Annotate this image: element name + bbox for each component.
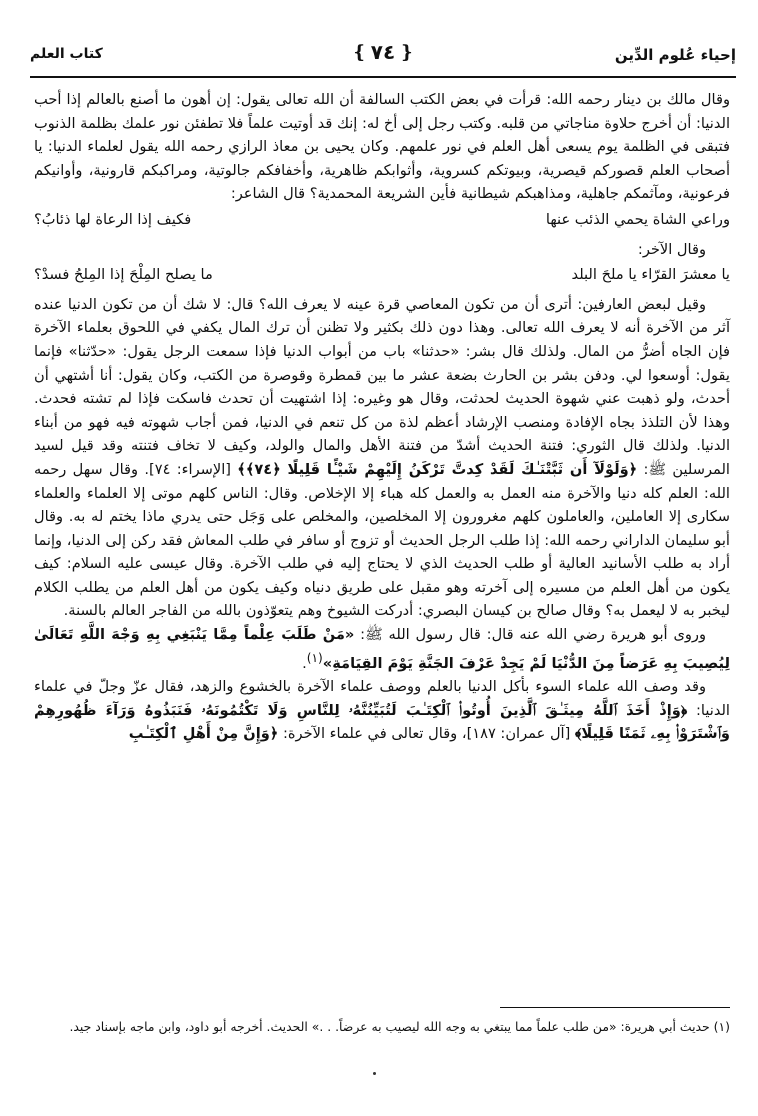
left-ornament-icon: ❵ xyxy=(351,41,367,63)
footnote-text: حديث أبي هريرة: «من طلب علماً مما يبتغي به وجه الله ليصيب به عرضاً. . .» الحديث. أخرجه أبو داود، وابن ماجه بإسناد جيد. xyxy=(69,1019,710,1034)
verse-2-second-hemistich: ما يصلح المِلْحَ إذا المِلحُ فسدْ؟ xyxy=(34,266,213,284)
right-ornament-icon: ❴ xyxy=(399,41,415,63)
paragraph-3 xyxy=(34,293,730,623)
paragraph-5-continued: وقال تعالى في علماء الآخرة: xyxy=(282,725,458,743)
book-title: إحياء عُلوم الدِّين xyxy=(614,46,736,64)
verse-1-second-hemistich: فكيف إذا الرعاة لها ذئابُ؟ xyxy=(34,210,192,228)
quran-verse-al-imran: ﴿وَإِذْ أَخَذَ ٱللَّهُ مِيثَـٰقَ ٱلَّذِينَ أُوتُوا۟ ٱلْكِتَـٰبَ لَتُبَيِّنُنَّهُۥ لِلنَّاسِ وَلَا تَكْتُمُونَهُۥ فَنَبَذُوهُ وَرَآءَ ظُهُورِهِمْ وَٱشْتَرَوْا۟ بِهِۦ ثَمَنًا قَلِيلًا﴾ xyxy=(34,701,730,743)
page-number: ٧٤ xyxy=(370,40,396,64)
running-header xyxy=(30,40,736,76)
paragraph-4-text: وروى أبو هريرة رضي الله عنه قال: قال رسول الله ﷺ: xyxy=(360,626,707,644)
quran-verse-isra: ﴿وَلَوْلَآ أَن ثَبَّتْنَـٰكَ لَقَدْ كِدتَّ تَرْكَنُ إِلَيْهِمْ شَيْـًٔا قَلِيلًا ﴿٧٤﴾﴾ xyxy=(237,460,638,478)
quran-ref-al-imran: [آل عمران: ١٨٧]، xyxy=(461,725,571,743)
header-rule xyxy=(30,76,736,78)
paragraph-3-text: وقيل لبعض العارفين: أترى أن من تكون المعاصي قرة عينه لا يعرف الله؟ قال: لا شك أن من تكون الدنيا عنده آثر من الآخرة أنه لا يعرف الله تعالى. وهذا دون ذلك بكثير ولا تظنن أن ترك المال يكفي في اللحوق بعلماء الآخرة فإن الجاه أضرُّ من المال. ولذلك قال بشر: «حدثنا» باب من أبواب الدنيا فإذا سمعت الرجل يقول: «حدّثنا» فإنما يقول: أوسعوا لي. ودفن بشر بن الحارث بضعة عشر ما بين قمطرة وقوصرة من الكتب، وكان يقول: أنا أشتهي أن أحدث، ولو ذهبت عني شهوة الحديث لحدثت، وقال هو وغيره: إذا اشتهيت أن تحدث فاسكت فإذا لم تشته فحدث. وهذا لأن التلذذ بجاه الإفادة ومنصب الإرشاد أعظم لذة من كل تنعم في الدنيا، فمن أجاب شهوته فيه فهو من أبناء الدنيا. ولذلك قال الثوري: فتنة الحديث أشدّ من فتنة الأهل والمال والولد، وكيف لا تخاف فتنته وقد قيل لسيد المرسلين ﷺ: xyxy=(34,295,730,478)
paragraph-1: وقال مالك بن دينار رحمه الله: قرأت في بعض الكتب السالفة أن الله تعالى يقول: إن أهون ما أصنع بالعالم إذا أحب الدنيا: أن أخرج حلاوة مناجاتي من قلبه. وكتب رجل إلى أخ له: إنك قد أوتيت علماً فلا تطفئن نور علمك بظلمة الذنوب فتبقى في الظلمة يوم يسعى أهل العلم في نور علمهم. وكان يحيى بن معاذ الرازي رحمه الله يقول لعلماء الدنيا: يا أصحاب العلم قصوركم قيصرية، وبيوتكم كسروية، وأثوابكم ظاهرية، وأخفافكم جالوتية، ومراكبكم قارونية، وأوانيكم فرعونية، ومآثمكم جاهلية، ومذاهبكم شيطانية فأين الشريعة المحمدية؟ قال الشاعر: xyxy=(34,91,730,203)
verse-2 xyxy=(34,263,730,287)
verse-1 xyxy=(34,208,730,232)
footnote xyxy=(34,1016,730,1038)
hadith-text: «مَنْ طَلَبَ عِلْماً مِمَّا يَنْبَغِي بِهِ وَجْهَ اللَّهِ تَعَالَىٰ لِيُصِيبَ بِهِ عَرَضاً مِنَ الدُّنْيَا لَمْ يَجِدْ عَرْفَ الجَنَّةِ يَوْمَ القِيَامَةِ» xyxy=(34,626,730,672)
quran-verse-ahl-al-kitab: ﴿وَإِنَّ مِنْ أَهْلِ ٱلْكِتَـٰبِ xyxy=(128,725,279,743)
page-number-box xyxy=(352,40,415,64)
chapter-title: كتاب العلم xyxy=(30,46,103,62)
paragraph-4: وروى أبو هريرة رضي الله عنه قال: قال رسول الله ﷺ: «مَنْ طَلَبَ عِلْماً مِمَّا يَنْبَغِي بِهِ وَجْهَ اللَّهِ تَعَالَىٰ لِيُصِيبَ بِهِ عَرَضاً مِنَ الدُّنْيَا لَمْ يَجِدْ عَرْفَ الجَنَّةِ يَوْمَ القِيَامَةِ»$^{(١)}$. xyxy=(34,626,730,672)
paragraph-2: وقال الآخر: xyxy=(637,240,706,258)
footnote-rule xyxy=(500,1007,730,1008)
main-text xyxy=(34,88,730,746)
footnote-marker: (١) xyxy=(306,650,323,665)
verse-2-first-hemistich: يا معشرَ القرّاء يا ملحَ البلد xyxy=(571,266,730,284)
paragraph-3-continued: وقال سهل رحمه الله: العلم كله دنيا والآخرة منه العمل به والعمل كله هباء إلا الإخلاص. وقال: الناس كلهم موتى إلا العلماء والعلماء سكارى إلا العاملين، والعاملون كلهم مغرورون إلا المخلصين، والمخلص على وَجَل حتى يدري ماذا يختم له به. وقال أبو سليمان الداراني رحمه الله: إذا طلب الرجل الحديث أو تزوج أو سافر في طلب المعاش فقد ركن إلى الدنيا، وإنما أراد به طلب الأسانيد العالية أو طلب الحديث الذي لا يحتاج إليه في طلب الآخرة. وقال عيسى عليه السلام: كيف يكون من أهل العلم من مسيره إلى آخرته وهو مقبل على طريق دنياه وكيف يكون من أهل العلم من يطلب الكلام ليخبر به لا ليعمل به؟ وقال صالح بن كيسان البصري: أدركت الشيوخ وهم يتعوّذون بالله من الفاجر العالم بالسنة. xyxy=(34,460,730,620)
page-dot xyxy=(373,1072,376,1075)
verse-1-first-hemistich: وراعي الشاة يحمي الذئب عنها xyxy=(545,210,730,228)
footnote-number: (١) xyxy=(713,1019,730,1034)
paragraph-5 xyxy=(34,675,730,746)
paragraph-5-text: وقد وصف الله علماء السوء بأكل الدنيا بالعلم ووصف علماء الآخرة بالخشوع والزهد، فقال عزّ وجلّ في علماء الدنيا: xyxy=(34,678,730,719)
quran-ref-isra: [الإسراء: ٧٤]. xyxy=(144,460,231,478)
